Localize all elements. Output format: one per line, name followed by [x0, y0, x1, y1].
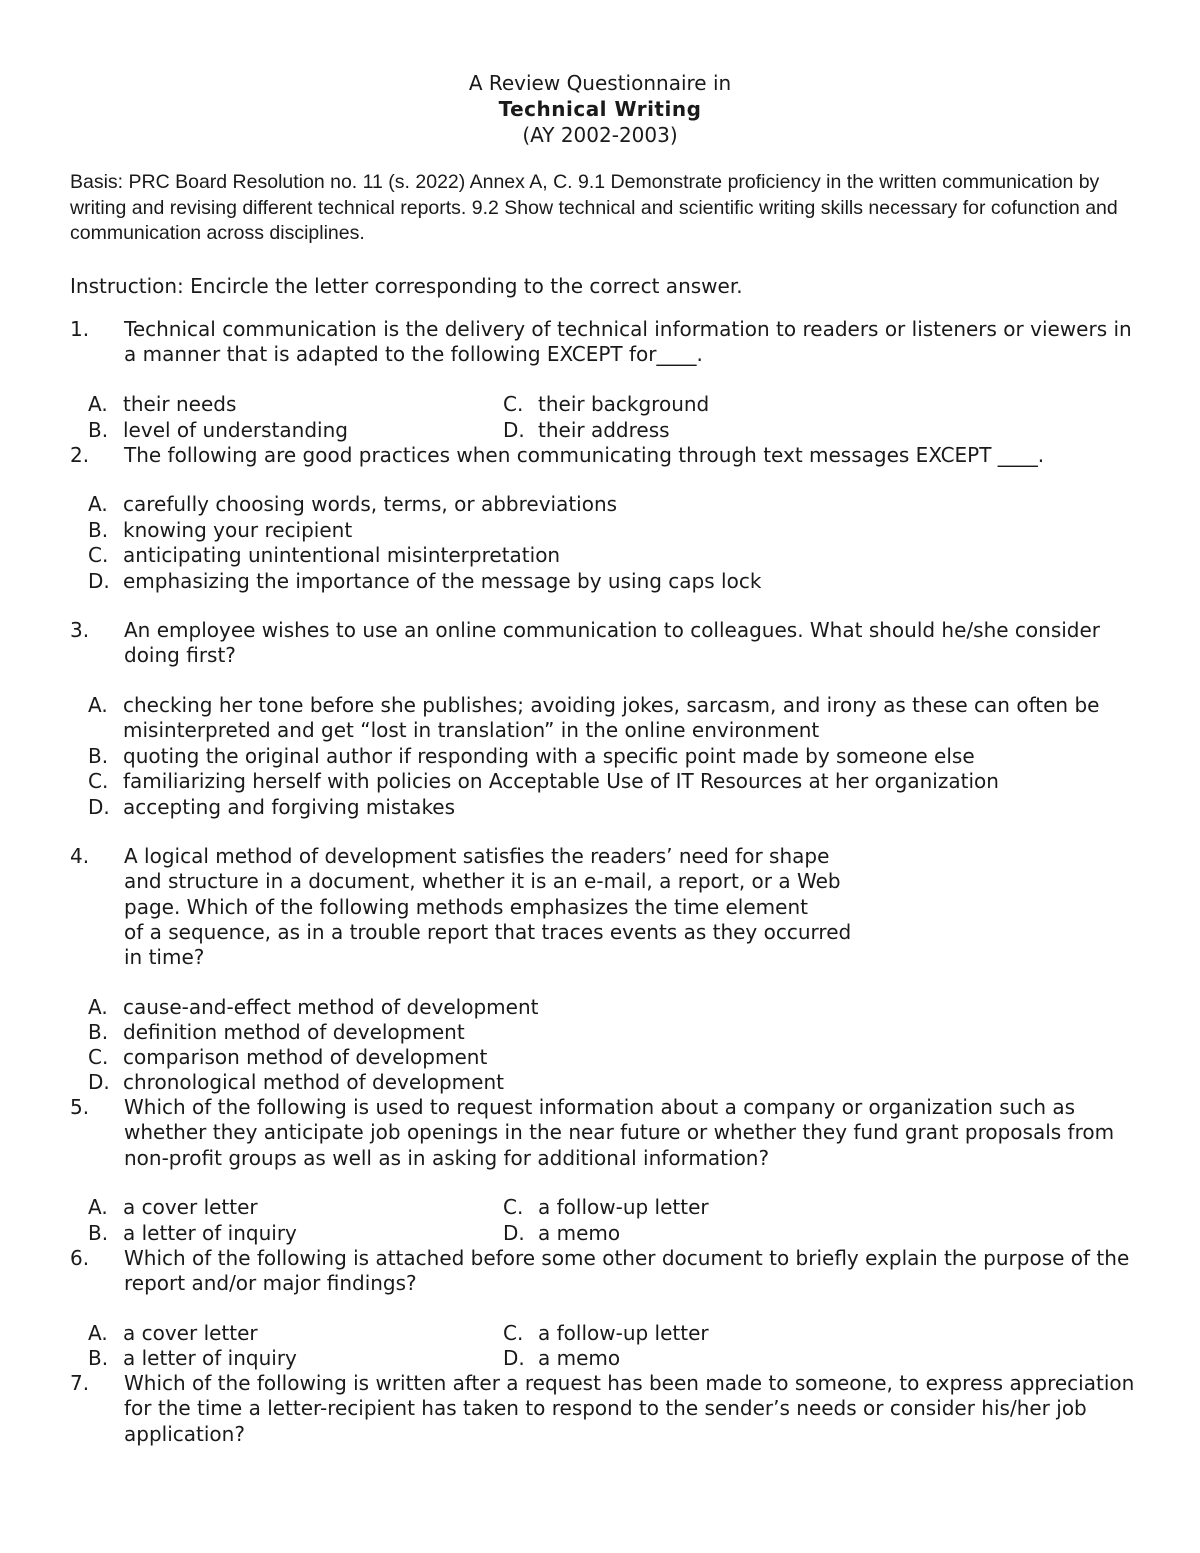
document-page: A Review Questionnaire in Technical Writing (AY 2002-2003) Basis: PRC Board Resolution no. 11 (s. 2022) Annex A, C. 9.1 Demonstrate proficiency in the written communication by writing and revising different technical reports. 9.2 Show technical and scientific writing skills necessary for cofunction and communication across disciplines. Instruction: Encircle the letter corresponding to the correct answer. 1. Technical communication is the delivery of technical information to readers or listeners or viewers in a manner that is adapted to the following EXCEPT for____. A. their needs B. level of understanding C. their background D. their address 2. The following are good practices when communicating through text messages EXCEPT ____. A. carefully choosing words, terms, or abbreviations B. knowing your recipient C. anticipating unintentional misinterpretation D. emphasizing the importance of the message by using caps lock 3. An employee wishes to use an online communication to colleagues. What should he/she consider doing first? A. checking her tone before she publishes; avoiding jokes, sarcasm, and irony as these can often be misinterpreted and get “lost in translation” in the online environment B. quoting the original author if responding with a specific point made by someone else C. familiarizing herself with policies on Acceptable Use of IT Resources at her organization D. accepting and forgiving mistakes 4. A logical method of development satisfies the readers’ need for shape and structure in a document, whether it is an e-mail, a report, or a Web page. Which of the following methods emphasizes the time element of a sequence, as in a trouble report that traces events as they occurred in time? A. cause-and-effect method of development B. definition method of development C. comparison method of development D. chronological method of development 5. Which of the following is used to request information about a company or organization such as whether they anticipate job openings in the near future or whether they fund grant proposals from non-profit groups as well as in asking for additional information? A. a cover letter B. a letter of inquiry C. a follow-up letter D. a memo 6. Which of the following is attached before some other document to briefly explain the purpose of the report and/or major findings? A. a cover letter B. a letter of inquiry C. a follow-up letter D. a memo 7. Which of the following is written after a request has been made to someone, to express appreciation for the time a letter-recipient has taken to respond to the sender’s needs or consider his/her job application? — [0, 0, 1200, 1553]
question-text-line: in time? — [124, 945, 205, 970]
question-6 — [70, 1246, 1150, 1297]
question-5 — [70, 1095, 1150, 1171]
option-3a[interactable]: A. checking her tone before she publishes; avoiding jokes, sarcasm, and irony as these can often be misinterpreted and get “lost in translation” in the online environment — [88, 693, 1100, 743]
question-1 — [70, 317, 1150, 368]
basis-paragraph: Basis: PRC Board Resolution no. 11 (s. 2022) Annex A, C. 9.1 Demonstrate proficiency in the written communication by writing and revising different technical reports. 9.2 Show technical and scientific writing skills necessary for cofunction and communication across disciplines. — [70, 171, 1118, 244]
question-7 — [70, 1371, 1150, 1447]
question-text-line: A logical method of development satisfies the readers’ need for shape — [124, 844, 830, 868]
question-text-line: and structure in a document, whether it is an e-mail, a report, or a Web — [124, 869, 841, 894]
question-number: 5. — [70, 1095, 90, 1119]
question-number: 6. — [70, 1246, 90, 1270]
question-text: An employee wishes to use an online communication to colleagues. What should he/she consider doing first? — [124, 618, 1101, 668]
question-number: 2. — [70, 443, 90, 467]
question-number: 3. — [70, 618, 90, 642]
question-4 — [70, 844, 1150, 970]
question-text: Which of the following is written after a request has been made to someone, to express appreciation for the time a letter-recipient has taken to respond to the sender’s needs or consider his/her job application? — [124, 1371, 1135, 1446]
question-2 — [70, 443, 1150, 468]
question-number: 1. — [70, 317, 90, 341]
header-line-1: A Review Questionnaire in — [468, 71, 732, 95]
question-3 — [70, 618, 1150, 669]
question-text-line: page. Which of the following methods emphasizes the time element — [124, 894, 808, 919]
question-text: Which of the following is used to request information about a company or organization such as whether they anticipate job openings in the near future or whether they fund grant proposals from non-profit groups as well as in asking for additional information? — [124, 1095, 1115, 1170]
question-text: Technical communication is the delivery of technical information to readers or listeners or viewers in a manner that is adapted to the following EXCEPT for____. — [124, 317, 1132, 367]
question-number: 7. — [70, 1371, 90, 1395]
question-text: Which of the following is attached before some other document to briefly explain the purpose of the report and/or major findings? — [124, 1246, 1130, 1296]
question-number: 4. — [70, 844, 90, 868]
question-text-line: of a sequence, as in a trouble report that traces events as they occurred — [124, 919, 852, 944]
question-text: The following are good practices when communicating through text messages EXCEPT ____. — [124, 443, 1045, 467]
academic-year: (AY 2002-2003) — [522, 123, 678, 147]
document-title: Technical Writing — [498, 97, 702, 121]
instruction: Instruction: Encircle the letter corresponding to the correct answer. — [70, 274, 743, 298]
